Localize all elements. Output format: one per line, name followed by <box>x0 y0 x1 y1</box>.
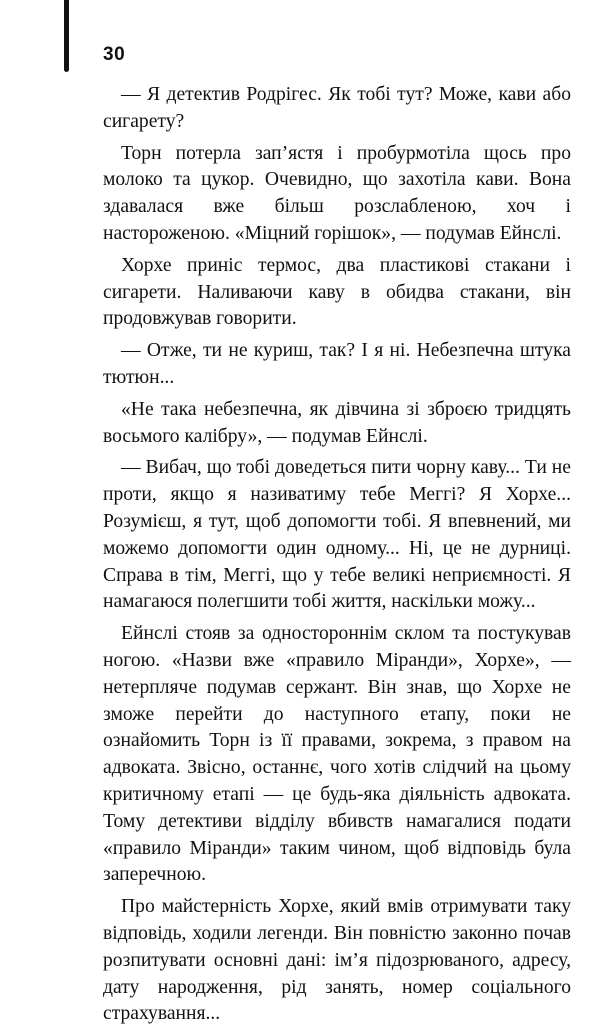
paragraph: — Я детектив Родрігес. Як тобі тут? Може, кави або сигарету? <box>103 84 571 132</box>
paragraph: «Не така небезпечна, як дівчина зі зброєю тридцять восьмого калібру», — подумав Ейнслі. <box>103 398 571 447</box>
paragraph: Про майстерність Хорхе, який вмів отримувати таку відповідь, ходили легенди. Він повністю законно почав розпитувати основні дані: ім’я підозрюваного, адресу, дату народження, рід занять, номер соціального страхування... <box>103 896 571 1025</box>
paragraph: Хорхе приніс термос, два пластикові стакани і сигарети. Наливаючи каву в обидва стакани, він продовжував говорити. <box>103 254 571 330</box>
paragraph: Ейнслі стояв за одностороннім склом та постукував ногою. «Назви вже «правило Міранди», Хорхе», — нетерпляче подумав сержант. Він знав, що Хорхе не зможе перейти до наступного етапу, поки не ознайомить Торн із її правами, зокрема, з правом на адвоката. Звісно, останнє, чого хотів слідчий на цьому критичному етапі — це будь-яка діяльність адвоката. Тому детективи відділу вбивств намагалися подати «правило Міранди» таким чином, щоб відповідь була заперечною. <box>103 623 571 886</box>
page-edge-mark <box>64 0 69 72</box>
paragraph: — Отже, ти не куриш, так? І я ні. Небезпечна штука тютюн... <box>103 340 571 388</box>
paragraph: — Вибач, що тобі доведеться пити чорну каву... Ти не проти, якщо я називатиму тебе Меггі? Я Хорхе... Розумієш, я тут, щоб допомогти тобі. Я впевнений, ми можемо допомогти один одному... Ні, це не дурниці. Справа в тім, Меггі, що у тебе великі неприємності. Я намагаюся полегшити тобі життя, наскільки можу... <box>103 457 571 613</box>
page-number: 30 <box>103 44 126 65</box>
body-text <box>103 82 571 1028</box>
paragraph: Торн потерла зап’ястя і пробурмотіла щось про молоко та цукор. Очевидно, що захотіла кави. Вона здавалася вже більш розслабленою, хоч і настороженою. «Міцний горішок», — подумав Ейнслі. <box>103 142 571 244</box>
